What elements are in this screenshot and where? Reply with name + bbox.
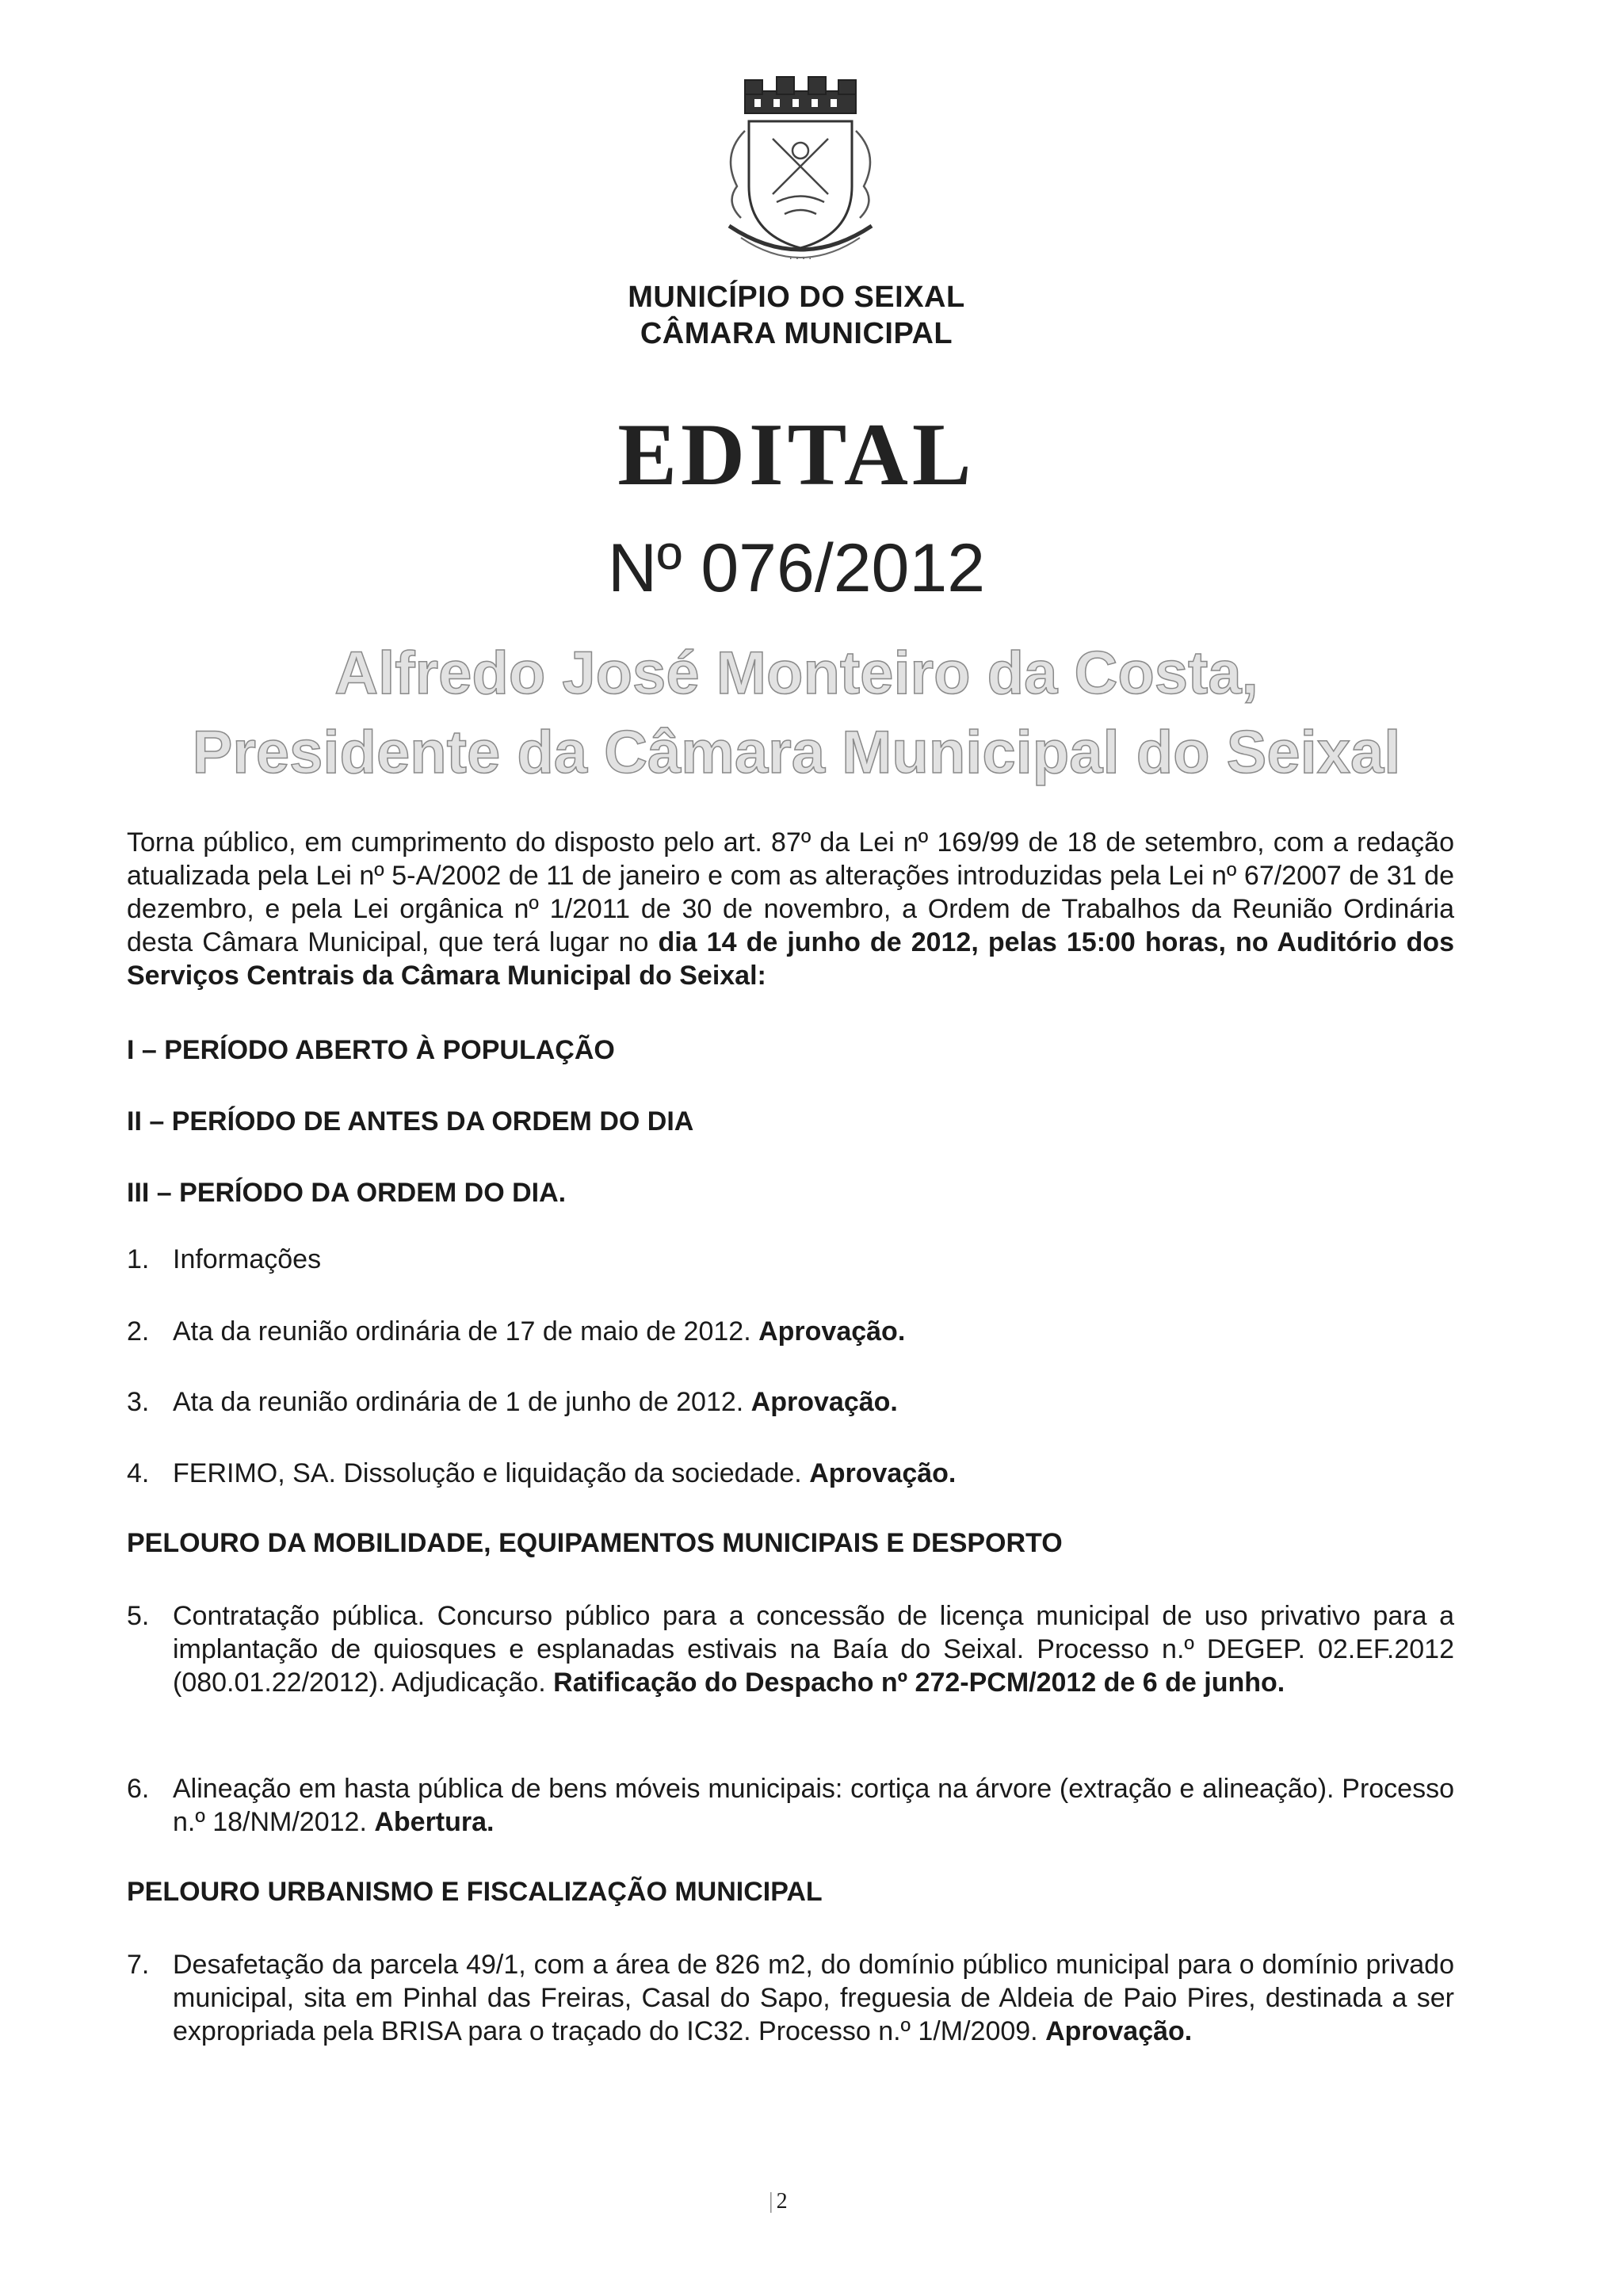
- municipality-header: [0, 279, 1593, 352]
- page-number-separator: |: [769, 2189, 773, 2214]
- agenda-item-number: 7.: [127, 1950, 150, 1980]
- agenda-item: [127, 1772, 1454, 1839]
- agenda-item-text: Desafetação da parcela 49/1, com a área de 826 m2, do domínio público municipal para o domínio privado municipal, sita em Pinhal das Freiras, Casal do Sapo, freguesia de Aldeia de Paio Pires, destinada a ser expropriada pela BRISA para o traçado do IC32. Processo n.º 1/M/2009.: [173, 1950, 1454, 2046]
- pelouro-heading-mobilidade: PELOURO DA MOBILIDADE, EQUIPAMENTOS MUNICIPAIS E DESPORTO: [127, 1528, 1063, 1558]
- coat-of-arms-icon: [697, 75, 903, 273]
- agenda-item-number: 4.: [127, 1458, 150, 1488]
- municipality-name: MUNICÍPIO DO SEIXAL: [628, 281, 965, 314]
- page-number: [769, 2189, 788, 2214]
- agenda-item-bold: Ratificação do Despacho nº 272-PCM/2012 de 6 de junho.: [553, 1668, 1285, 1698]
- period-heading-3: III – PERÍODO DA ORDEM DO DIA.: [127, 1178, 567, 1208]
- agenda-item-bold: Aprovação.: [809, 1458, 957, 1488]
- intro-text: Torna público, em cumprimento do disposto pelo art. 87º da Lei nº 169/99 de 18 de setembro, com a redação atualizada pela Lei nº 5-A/2002 de 11 de janeiro e com as alterações introduzidas pela Lei nº 67/2007 de 31 de dezembro, e pela Lei orgânica nº 1/2011 de 30 de novembro, a Ordem de Trabalhos da Reunião Ordinária desta Câmara Municipal, que terá lugar no: [127, 827, 1454, 957]
- agenda-item-bold: Aprovação.: [1045, 2016, 1193, 2046]
- president-name: Alfredo José Monteiro da Costa,: [334, 640, 1258, 707]
- agenda-item-text: FERIMO, SA. Dissolução e liquidação da sociedade.: [173, 1458, 810, 1488]
- period-heading-2: II – PERÍODO DE ANTES DA ORDEM DO DIA: [127, 1106, 694, 1137]
- agenda-item-bold: Aprovação.: [758, 1316, 906, 1347]
- agenda-item: [127, 1457, 1454, 1490]
- agenda-item: [127, 1243, 1454, 1276]
- agenda-item-number: 2.: [127, 1316, 150, 1347]
- page-number-value: 2: [776, 2189, 788, 2214]
- agenda-item-number: 1.: [127, 1244, 150, 1274]
- agenda-item-number: 3.: [127, 1387, 150, 1417]
- agenda-item-number: 6.: [127, 1774, 150, 1804]
- agenda-item-text: Ata da reunião ordinária de 17 de maio de 2012.: [173, 1316, 759, 1347]
- intro-paragraph: [127, 826, 1454, 992]
- agenda-item-bold: Aprovação.: [750, 1387, 898, 1417]
- agenda-item-text: Contratação pública. Concurso público para a concessão de licença municipal de uso privativo para a implantação de quiosques e esplanadas estivais na Baía do Seixal. Processo n.º DEGEP. 02.EF.2012 (080.01.22/2012). Adjudicação.: [173, 1601, 1454, 1698]
- edital-number: Nº 076/2012: [607, 530, 986, 606]
- agenda-item: [127, 1315, 1454, 1348]
- agenda-item: [127, 1385, 1454, 1419]
- period-heading-1: I – PERÍODO ABERTO À POPULAÇÃO: [127, 1035, 615, 1065]
- agenda-item-text: Ata da reunião ordinária de 1 de junho de 2012.: [173, 1387, 751, 1417]
- council-name: CÂMARA MUNICIPAL: [640, 317, 953, 350]
- agenda-item-text: Alineação em hasta pública de bens móveis municipais: cortiça na árvore (extração e alineação). Processo n.º 18/NM/2012.: [173, 1774, 1454, 1837]
- president-title: Presidente da Câmara Municipal do Seixal: [192, 719, 1401, 786]
- president-heading: [0, 634, 1593, 793]
- pelouro-heading-urbanismo: PELOURO URBANISMO E FISCALIZAÇÃO MUNICIPAL: [127, 1877, 823, 1907]
- agenda-item-text: Informações: [173, 1244, 322, 1274]
- agenda-item-number: 5.: [127, 1601, 150, 1631]
- document-title: EDITAL: [617, 406, 976, 504]
- agenda-item-bold: Abertura.: [374, 1807, 495, 1837]
- intro-bold-text: dia 14 de junho de 2012, pelas 15:00 horas, no Auditório dos Serviços Centrais da Câmara Municipal do Seixal:: [127, 927, 1454, 991]
- agenda-item: [127, 1599, 1454, 1699]
- svg-text:· · · ·: · · · ·: [789, 254, 812, 266]
- agenda-item: [127, 1948, 1454, 2048]
